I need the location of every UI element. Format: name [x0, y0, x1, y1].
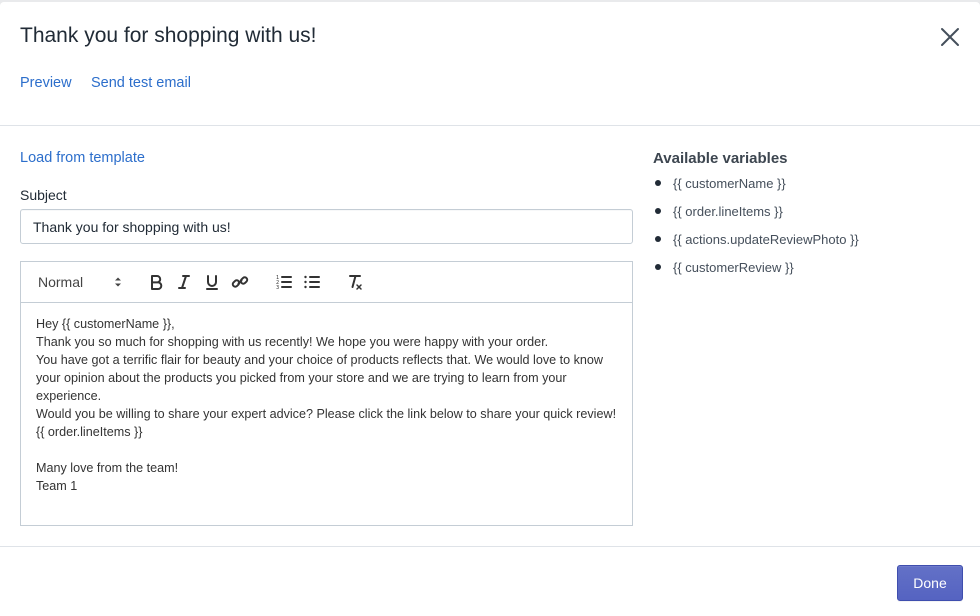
editor-line: Hey {{ customerName }},	[36, 317, 175, 331]
svg-text:1: 1	[276, 275, 280, 281]
italic-icon	[175, 273, 193, 291]
variable-text: {{ customerReview }}	[673, 260, 794, 275]
editor-body[interactable]	[21, 303, 632, 495]
bullet-icon	[655, 208, 661, 214]
modal-footer	[0, 546, 980, 616]
email-template-modal	[0, 2, 980, 616]
editor-toolbar	[21, 262, 632, 303]
clear-formatting-icon	[346, 273, 364, 291]
link-button[interactable]	[228, 271, 252, 293]
load-from-template-link[interactable]: Load from template	[20, 150, 145, 166]
bullet-list-button[interactable]	[300, 271, 324, 293]
variable-text: {{ order.lineItems }}	[673, 204, 783, 219]
editor-line: Many love from the team!	[36, 461, 179, 475]
select-arrows-icon	[113, 275, 123, 289]
underline-icon	[203, 273, 221, 291]
preview-link[interactable]: Preview	[20, 75, 72, 91]
format-select[interactable]	[38, 271, 126, 293]
italic-button[interactable]	[172, 271, 196, 293]
bullet-icon	[655, 180, 661, 186]
variable-item	[653, 199, 953, 227]
editor-line: Would you be willing to share your expert advice? Please click the link below to share your quick review!	[36, 407, 617, 421]
variables-list	[653, 171, 953, 283]
bold-button[interactable]	[144, 271, 168, 293]
link-icon	[231, 273, 249, 291]
variable-item	[653, 227, 953, 255]
svg-text:2: 2	[276, 280, 280, 286]
variables-title: Available variables	[653, 150, 788, 167]
svg-text:3: 3	[276, 285, 280, 291]
bullet-icon	[655, 264, 661, 270]
variable-text: {{ actions.updateReviewPhoto }}	[673, 232, 859, 247]
editor-line	[36, 441, 617, 459]
underline-button[interactable]	[200, 271, 224, 293]
available-variables-panel	[653, 150, 953, 283]
editor-line: Thank you so much for shopping with us recently! We hope you were happy with your order.	[36, 335, 549, 349]
format-select-value: Normal	[38, 274, 84, 290]
editor-line: Team 1	[36, 479, 78, 493]
editor-line: {{ order.lineItems }}	[36, 425, 143, 439]
bullet-list-icon	[303, 273, 321, 291]
bold-icon	[147, 273, 165, 291]
close-button[interactable]	[937, 24, 963, 50]
variable-item	[653, 255, 953, 283]
editor-line: You have got a terrific flair for beauty and your choice of products reflects that. We would love to know your opinion about the products you picked from your store and we are trying to learn from your experience.	[36, 353, 604, 403]
send-test-email-link[interactable]: Send test email	[91, 75, 191, 91]
bullet-icon	[655, 236, 661, 242]
modal-header	[0, 2, 980, 126]
variable-item	[653, 171, 953, 199]
close-icon	[937, 24, 963, 50]
done-button[interactable]: Done	[897, 565, 963, 601]
clear-formatting-button[interactable]	[343, 271, 367, 293]
ordered-list-icon	[275, 273, 293, 291]
ordered-list-button[interactable]	[272, 271, 296, 293]
variable-text: {{ customerName }}	[673, 176, 786, 191]
modal-title: Thank you for shopping with us!	[20, 24, 317, 47]
subject-input[interactable]	[20, 209, 633, 244]
rich-text-editor	[20, 261, 633, 526]
subject-label: Subject	[20, 187, 67, 203]
